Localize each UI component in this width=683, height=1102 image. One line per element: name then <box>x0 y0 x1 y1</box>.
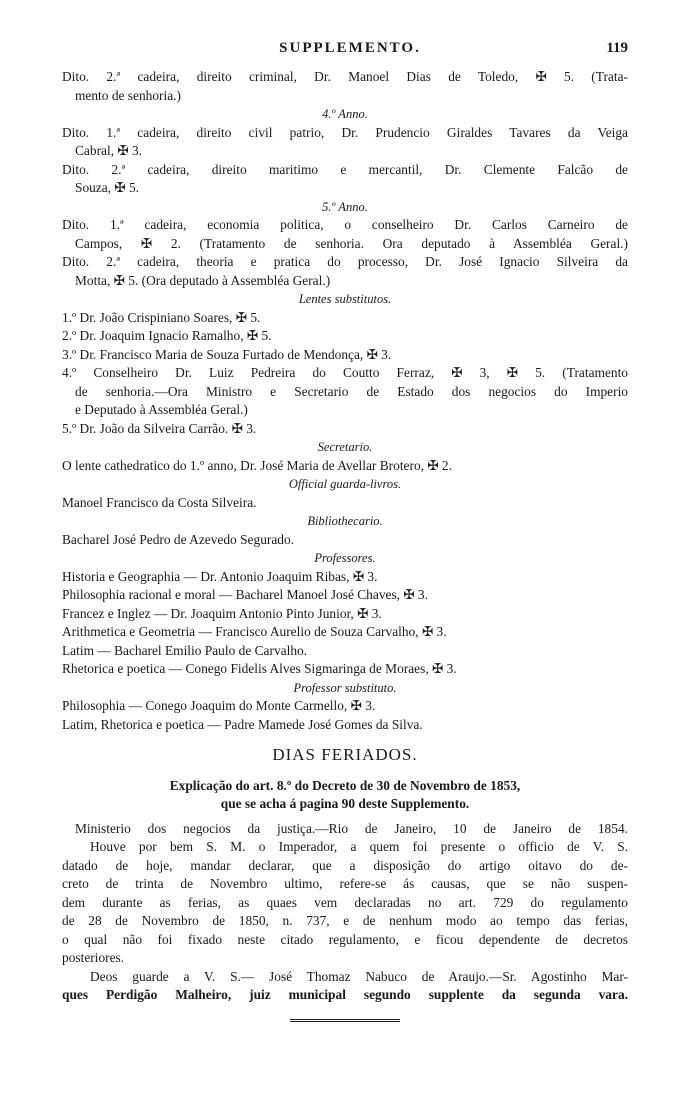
text-line: Philosophia racional e moral — Bacharel Manoel José Chaves, ✠ 3. <box>62 587 428 602</box>
text-line: Deos guarde a V. S.— José Thomaz Nabuco de Araujo.—Sr. Agostinho Mar- <box>90 968 628 984</box>
text-line: 2.º Dr. Joaquim Ignacio Ramalho, ✠ 5. <box>62 328 272 343</box>
text-line: 3.º Dr. Francisco Maria de Souza Furtado de Mendonça, ✠ 3. <box>62 346 392 362</box>
text-line: Arithmetica e Geometria — Francisco Aurelio de Souza Carvalho, ✠ 3. <box>62 624 447 639</box>
subheading-4-anno: 4.º Anno. <box>322 107 368 121</box>
subheading-lentes: Lentes substitutos. <box>298 292 392 306</box>
text-line: dem durante as ferias, as quaes vem declaradas no art. 729 do regulamento <box>62 894 628 910</box>
text-line: de senhoria.—Ora Ministro e Secretario de Estado dos negocios do Imperio <box>75 383 628 399</box>
text-line: Historia e Geographia — Dr. Antonio Joaquim Ribas, ✠ 3. <box>62 568 378 584</box>
text-line: Ministerio dos negocios da justiça.—Rio de Janeiro, 10 de Janeiro de 1854. <box>75 820 628 836</box>
text-line: Souza, ✠ 5. <box>75 180 140 195</box>
text-line: de 28 de Novembro de 1850, n. 737, e de nenhum modo ao tempo das ferias, <box>62 913 628 928</box>
text-line: Houve por bem S. M. o Imperador, a quem foi presente o officio de V. S. <box>90 839 628 854</box>
text-line: Cabral, ✠ 3. <box>75 143 142 158</box>
text-line: Latim — Bacharel Emilio Paulo de Carvalho. <box>62 642 308 658</box>
text-line: Manoel Francisco da Costa Silveira. <box>62 494 257 510</box>
subheading-professores: Professores. <box>314 551 376 565</box>
text-line: posteriores. <box>62 950 125 965</box>
text-line: datado de hoje, mandar declarar, que a disposição do artigo oitavo do de- <box>62 857 628 873</box>
text-line: Motta, ✠ 5. (Ora deputado à Assembléa Geral.) <box>75 272 331 288</box>
section-subtitle: Explicação do art. 8.º do Decreto de 30 de Novembro de 1853, <box>169 777 521 793</box>
text-line: Latim, Rhetorica e poetica — Padre Mamede José Gomes da Silva. <box>62 716 423 732</box>
running-header <box>70 40 630 62</box>
closing-rule <box>290 1019 400 1022</box>
text-line: Bacharel José Pedro de Azevedo Segurado. <box>62 531 295 547</box>
text-line: ques Perdigão Malheiro, juiz municipal segundo supplente da segunda vara. <box>62 987 628 1002</box>
text-line: Francez e Inglez — Dr. Joaquim Antonio Pinto Junior, ✠ 3. <box>62 605 382 621</box>
text-line: mento de senhoria.) <box>75 87 181 103</box>
text-line: 5.º Dr. João da Silveira Carrão. ✠ 3. <box>62 420 257 436</box>
text-line: Rhetorica e poetica — Conego Fidelis Alves Sigmaringa de Moraes, ✠ 3. <box>62 661 457 676</box>
subheading-secretario: Secretario. <box>317 440 373 454</box>
section-title-dias-feriados: DIAS FERIADOS. <box>272 745 418 764</box>
subheading-professor-substituto: Professor substituto. <box>293 680 397 695</box>
text-line: 4.º Conselheiro Dr. Luiz Pedreira do Coutto Ferraz, ✠ 3, ✠ 5. (Tratamento <box>62 365 628 380</box>
text-line: Dito. 1.ª cadeira, direito civil patrio, Dr. Prudencio Giraldes Tavares da Veiga <box>62 124 628 140</box>
subheading-bibliothecario: Bibliothecario. <box>307 514 383 528</box>
subheading-official: Official guarda-livros. <box>288 477 402 491</box>
text-line: O lente cathedratico do 1.º anno, Dr. José Maria de Avellar Brotero, ✠ 2. <box>62 457 452 473</box>
text-line: Dito. 2.ª cadeira, theoria e pratica do processo, Dr. José Ignacio Silveira da <box>62 254 628 269</box>
text-line: 1.º Dr. João Crispiniano Soares, ✠ 5. <box>62 309 261 325</box>
text-line: Campos, ✠ 2. (Tratamento de senhoria. Ora deputado à Assembléa Geral.) <box>75 235 628 251</box>
text-line: o qual não foi fixado neste citado regulamento, e ficou dependente de decretos <box>62 931 628 947</box>
running-title: SUPPLEMENTO. <box>279 40 421 56</box>
text-line: Dito. 1.ª cadeira, economia politica, o conselheiro Dr. Carlos Carneiro de <box>62 217 628 232</box>
text-line: Dito. 2.ª cadeira, direito maritimo e mercantil, Dr. Clemente Falcão de <box>62 161 628 177</box>
text-line: Dito. 2.ª cadeira, direito criminal, Dr. Manoel Dias de Toledo, ✠ 5. (Trata- <box>62 69 628 84</box>
text-line: Philosophia — Conego Joaquim do Monte Carmello, ✠ 3. <box>62 698 376 713</box>
page-number: 119 <box>606 40 628 56</box>
section-subtitle: que se acha á pagina 90 deste Supplemento. <box>220 796 470 811</box>
text-line: creto de trinta de Novembro ultimo, refere-se ás causas, que se não suspen- <box>62 876 628 891</box>
page-body <box>62 68 628 1022</box>
subheading-5-anno: 5.º Anno. <box>322 199 368 214</box>
text-line: e Deputado à Assembléa Geral.) <box>75 402 248 417</box>
